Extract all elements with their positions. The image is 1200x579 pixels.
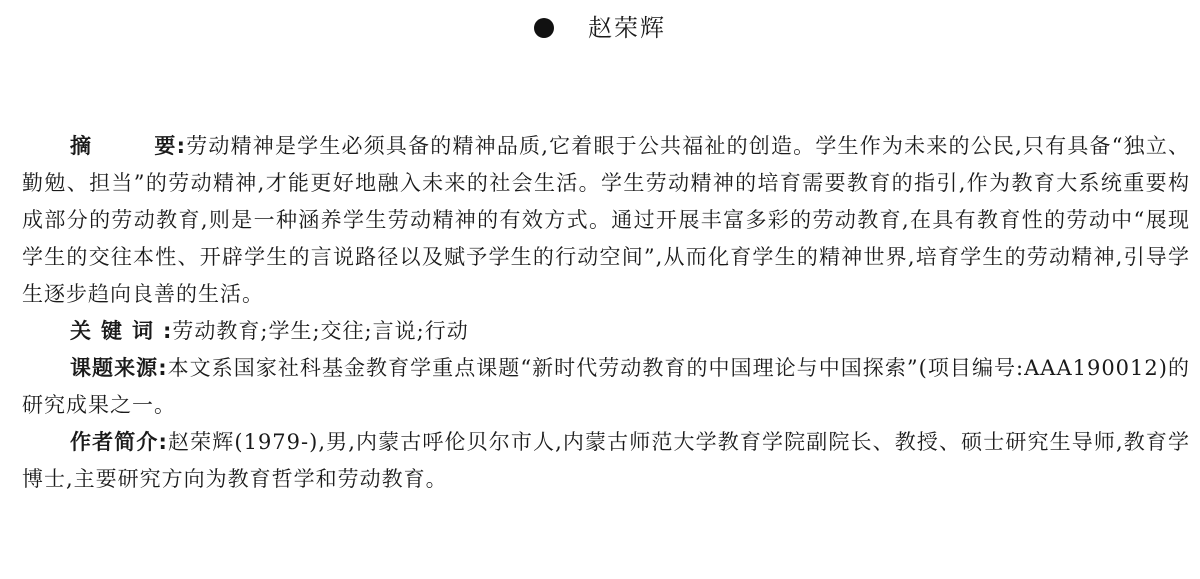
abstract-colon: : <box>176 134 186 158</box>
funding-text: 本文系国家社科基金教育学重点课题“新时代劳动教育的中国理论与中国探索”(项目编号:AAA190012)的研究成果之一。 <box>22 356 1191 417</box>
author-bio-text: 赵荣辉(1979-),男,内蒙古呼伦贝尔市人,内蒙古师范大学教育学院副院长、教授、硕士研究生导师,教育学博士,主要研究方向为教育哲学和劳动教育。 <box>22 430 1191 491</box>
author-bio-paragraph <box>22 424 1190 498</box>
bullet-icon <box>534 18 554 38</box>
abstract-label-char-1: 摘 <box>70 134 93 158</box>
funding-label: 课题来源 <box>70 356 159 380</box>
article-front-matter <box>22 128 1190 498</box>
keywords-label: 关键词 <box>70 319 163 343</box>
author-header <box>0 12 1200 44</box>
author-bio-colon: : <box>158 430 168 454</box>
keywords-colon: : <box>163 319 173 343</box>
funding-paragraph <box>22 350 1190 424</box>
keywords-text: 劳动教育;学生;交往;言说;行动 <box>172 319 469 343</box>
abstract-label-char-2: 要 <box>154 134 177 158</box>
abstract-paragraph <box>22 128 1190 313</box>
funding-colon: : <box>158 356 168 380</box>
keywords-paragraph <box>22 313 1190 350</box>
abstract-text: 劳动精神是学生必须具备的精神品质,它着眼于公共福祉的创造。学生作为未来的公民,只有具备“独立、勤勉、担当”的劳动精神,才能更好地融入未来的社会生活。学生劳动精神的培育需要教育的指引,作为教育大系统重要构成部分的劳动教育,则是一种涵养学生劳动精神的有效方式。通过开展丰富多彩的劳动教育,在具有教育性的劳动中“展现学生的交往本性、开辟学生的言说路径以及赋予学生的行动空间”,从而化育学生的精神世界,培育学生的劳动精神,引导学生逐步趋向良善的生活。 <box>22 134 1191 306</box>
author-bio-label: 作者简介 <box>70 430 159 454</box>
author-name: 赵荣辉 <box>588 14 666 42</box>
abstract-label <box>70 134 186 158</box>
